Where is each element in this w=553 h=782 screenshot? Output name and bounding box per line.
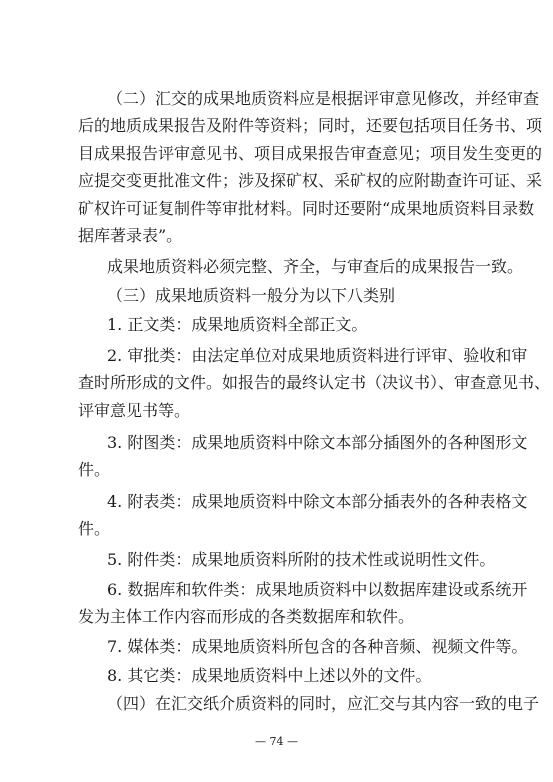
paragraph-2-line-5: 矿权许可证复制件等审批材料。同时还要附“成果地质资料目录数 [78, 199, 535, 218]
item-7-text: 7. 媒体类：成果地质资料所包含的各种音频、视频文件等。 [107, 637, 528, 656]
section-4-line-1: （四）在汇交纸介质资料的同时，应汇交与其内容一致的电子 [107, 694, 540, 713]
item-4-line-2: 件。 [78, 519, 111, 538]
item-5-text: 5. 附件类：成果地质资料所附的技术性或说明性文件。 [107, 550, 496, 569]
item-2-line-2: 查时所形成的文件。如报告的最终认定书（决议书）、审查意见书、 [78, 373, 551, 392]
item-4-line-1: 4. 附表类：成果地质资料中除文本部分插表外的各种表格文 [107, 492, 528, 511]
completeness-paragraph: 成果地质资料必须完整、齐全，与审查后的成果报告一致。 [107, 257, 524, 276]
paragraph-2-line-6: 据库著录表”。 [78, 226, 183, 245]
item-1-text: 1. 正文类：成果地质资料全部正文。 [107, 315, 368, 334]
item-3-line-1: 3. 附图类：成果地质资料中除文本部分插图外的各种图形文 [107, 433, 528, 452]
item-3-line-2: 件。 [78, 460, 111, 479]
paragraph-2-line-2: 后的地质成果报告及附件等资料；同时，还要包括项目任务书、项 [78, 116, 543, 135]
paragraph-2-line-1: （二）汇交的成果地质资料应是根据评审意见修改，并经审查 [107, 89, 540, 108]
paragraph-2-line-4: 应提交变更批准文件；涉及探矿权、采矿权的应附勘查许可证、采 [78, 171, 543, 190]
page-number: — 74 — [255, 735, 298, 748]
item-8-text: 8. 其它类：成果地质资料中上述以外的文件。 [107, 666, 432, 685]
item-2-line-1: 2. 审批类：由法定单位对成果地质资料进行评审、验收和审 [107, 346, 528, 365]
paragraph-2-line-3: 目成果报告评审意见书、项目成果报告审查意见；项目发生变更的 [78, 144, 543, 163]
section-3-heading: （三）成果地质资料一般分为以下八类别 [107, 286, 396, 305]
item-2-line-3: 评审意见书等。 [78, 401, 191, 420]
item-6-line-1: 6. 数据库和软件类：成果地质资料中以数据库建设或系统开 [107, 580, 528, 599]
item-6-line-2: 发为主体工作内容而形成的各类数据库和软件。 [78, 607, 415, 626]
